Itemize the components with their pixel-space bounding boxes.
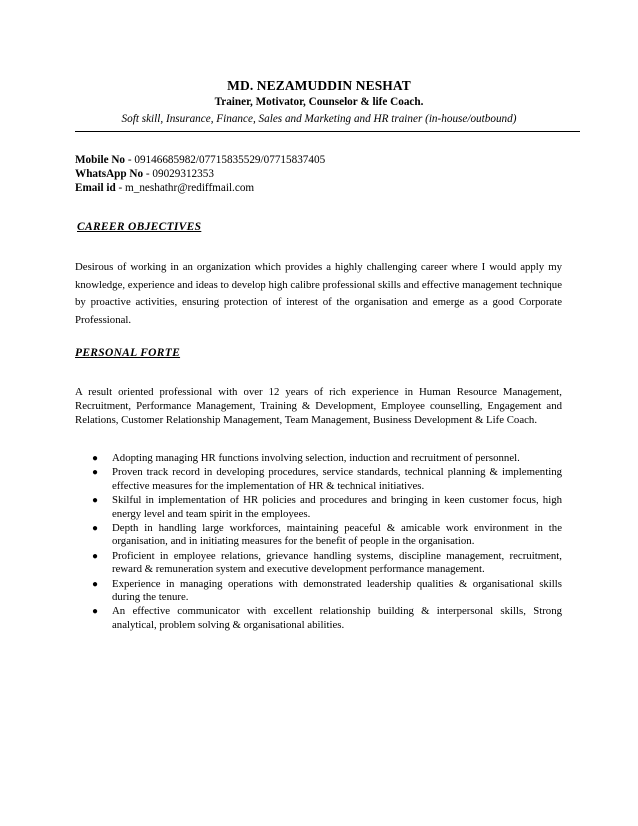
candidate-subtitle: Trainer, Motivator, Counselor & life Coach. (214, 96, 424, 108)
bullet-text: Depth in handling large workforces, maintaining peaceful & amicable work environment in the organisation, and in initiating measures for the benefit of people in the organisation. (112, 522, 562, 548)
list-item (75, 494, 562, 521)
bullet-icon: ● (92, 495, 99, 507)
bullet-text: Proficient in employee relations, grievance handling systems, discipline management, recruitment, reward & remuneration system and executive development performance management. (112, 549, 562, 576)
list-item (75, 452, 562, 465)
header-divider (75, 131, 580, 132)
contact-email (75, 181, 254, 195)
list-item (75, 550, 562, 577)
mobile-value: - 09146685982/07715835529/07715837405 (125, 154, 326, 166)
list-item (75, 578, 562, 605)
bullet-icon: ● (92, 578, 99, 590)
bullet-icon: ● (92, 453, 99, 464)
bullet-text: An effective communicator with excellent relationship building & interpersonal skills, Strong analytical, problem solving & organisational abilities. (112, 605, 562, 631)
mobile-label: Mobile No (75, 154, 126, 166)
personal-forte-heading: PERSONAL FORTE (75, 347, 181, 359)
email-label: Email id (75, 182, 116, 194)
career-objectives-heading: CAREER OBJECTIVES (77, 221, 202, 233)
bullet-icon: ● (92, 523, 99, 535)
personal-forte-intro: A result oriented professional with over 12 years of rich experience in Human Resource Management, Recruitment, Performance Management, Training & Development, Employee counselling, Engagement and Relations, Customer Relationship Management, Team Management, Business Development & Life Coach. (75, 386, 562, 426)
contact-whatsapp (75, 167, 214, 181)
whatsapp-value: - 09029312353 (143, 168, 214, 180)
list-item (75, 522, 562, 549)
bullet-text: Proven track record in developing procedures, service standards, technical planning & implementing effective measures for the implementation of HR & technical initiatives. (112, 466, 562, 492)
bullet-text: Skilful in implementation of HR policies and procedures and bringing in keen customer focus, high energy level and team spirit in the employees. (112, 494, 562, 520)
email-value: - m_neshathr@rediffmail.com (115, 182, 255, 194)
list-item (75, 605, 562, 632)
bullet-text: Adopting managing HR functions involving selection, induction and recruitment of personnel. (112, 452, 520, 464)
bullet-icon: ● (92, 550, 99, 562)
bullet-icon: ● (92, 606, 99, 618)
list-item (75, 466, 562, 493)
bullet-icon: ● (92, 467, 99, 479)
candidate-tagline: Soft skill, Insurance, Finance, Sales and Marketing and HR trainer (in-house/outbound) (121, 113, 517, 125)
candidate-name: MD. NEZAMUDDIN NESHAT (227, 78, 411, 93)
bullet-text: Experience in managing operations with demonstrated leadership qualities & organisational skills during the tenure. (112, 577, 562, 604)
contact-mobile (75, 153, 325, 167)
forte-bullet-list (75, 452, 562, 633)
whatsapp-label: WhatsApp No (75, 168, 144, 180)
career-objectives-text: Desirous of working in an organization which provides a highly challenging career where I would apply my knowledge, experience and ideas to develop high calibre professional skills and effective management technique by proactive activities, ensuring protection of interest of the organisation and emerge as a good Corporate Professional. (75, 261, 562, 326)
